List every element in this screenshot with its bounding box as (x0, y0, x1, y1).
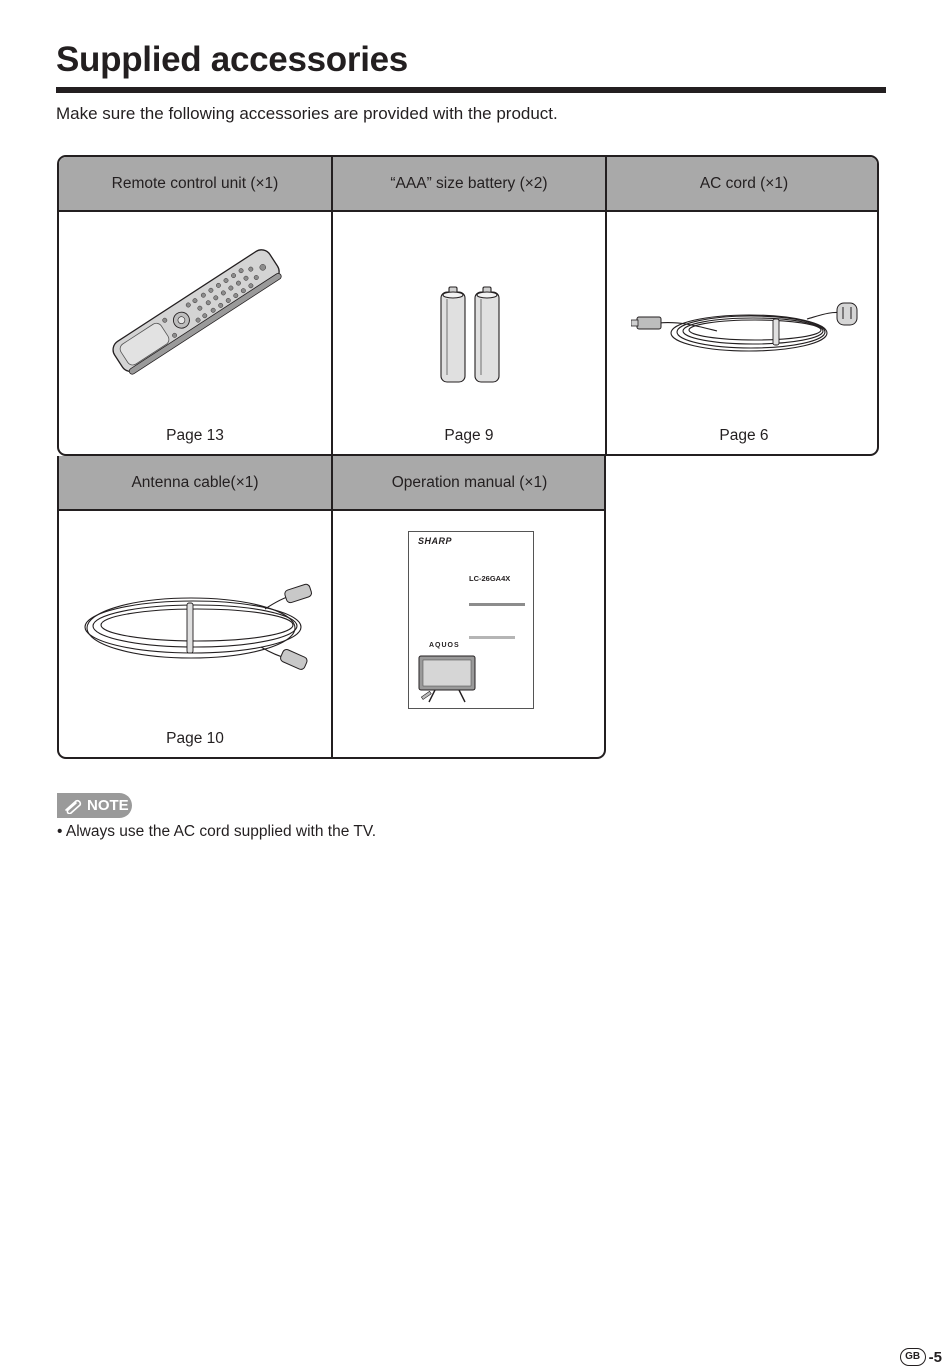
tv-illustration-icon (415, 650, 479, 704)
remote-control-icon (99, 237, 289, 387)
page-reference: Page 6 (719, 427, 769, 444)
accessory-cell-battery (333, 157, 605, 456)
accessory-label: “AAA” size battery (×2) (333, 157, 605, 212)
manual-brand: SHARP (418, 536, 453, 546)
antenna-cable-icon (81, 581, 316, 676)
page-reference: Page 13 (166, 427, 224, 444)
accessory-label: Remote control unit (×1) (59, 157, 331, 212)
intro-text: Make sure the following accessories are provided with the product. (56, 104, 558, 123)
battery-icon (437, 285, 501, 385)
paperclip-icon (62, 798, 84, 814)
accessories-table-row-2 (57, 456, 606, 759)
page-title: Supplied accessories (56, 40, 408, 79)
note-item: • Always use the AC cord supplied with the TV. (57, 823, 377, 840)
ac-cord-icon (631, 297, 861, 362)
accessory-cell-ac-cord (607, 157, 879, 456)
note-badge (57, 793, 132, 818)
operation-manual-icon (408, 531, 534, 709)
page-number (900, 1348, 942, 1366)
page-reference: Page 9 (444, 427, 494, 444)
accessory-cell-operation-manual (333, 456, 606, 757)
manual-model: LC-26GA4X (469, 574, 511, 583)
accessories-table-row-1 (57, 155, 879, 456)
accessory-cell-remote (59, 157, 331, 456)
region-badge: GB (900, 1348, 926, 1366)
accessory-label: AC cord (×1) (607, 157, 879, 212)
accessory-cell-antenna-cable (59, 456, 331, 757)
accessory-label: Antenna cable(×1) (59, 456, 331, 511)
manual-rule (469, 603, 525, 606)
page-reference: Page 10 (166, 730, 224, 747)
page-number-value: -5 (928, 1348, 942, 1366)
manual-rule (469, 636, 515, 639)
manual-series: AQUOS (429, 642, 460, 649)
note-label: NOTE (87, 797, 129, 814)
accessory-label: Operation manual (×1) (333, 456, 606, 511)
title-rule (56, 87, 886, 93)
